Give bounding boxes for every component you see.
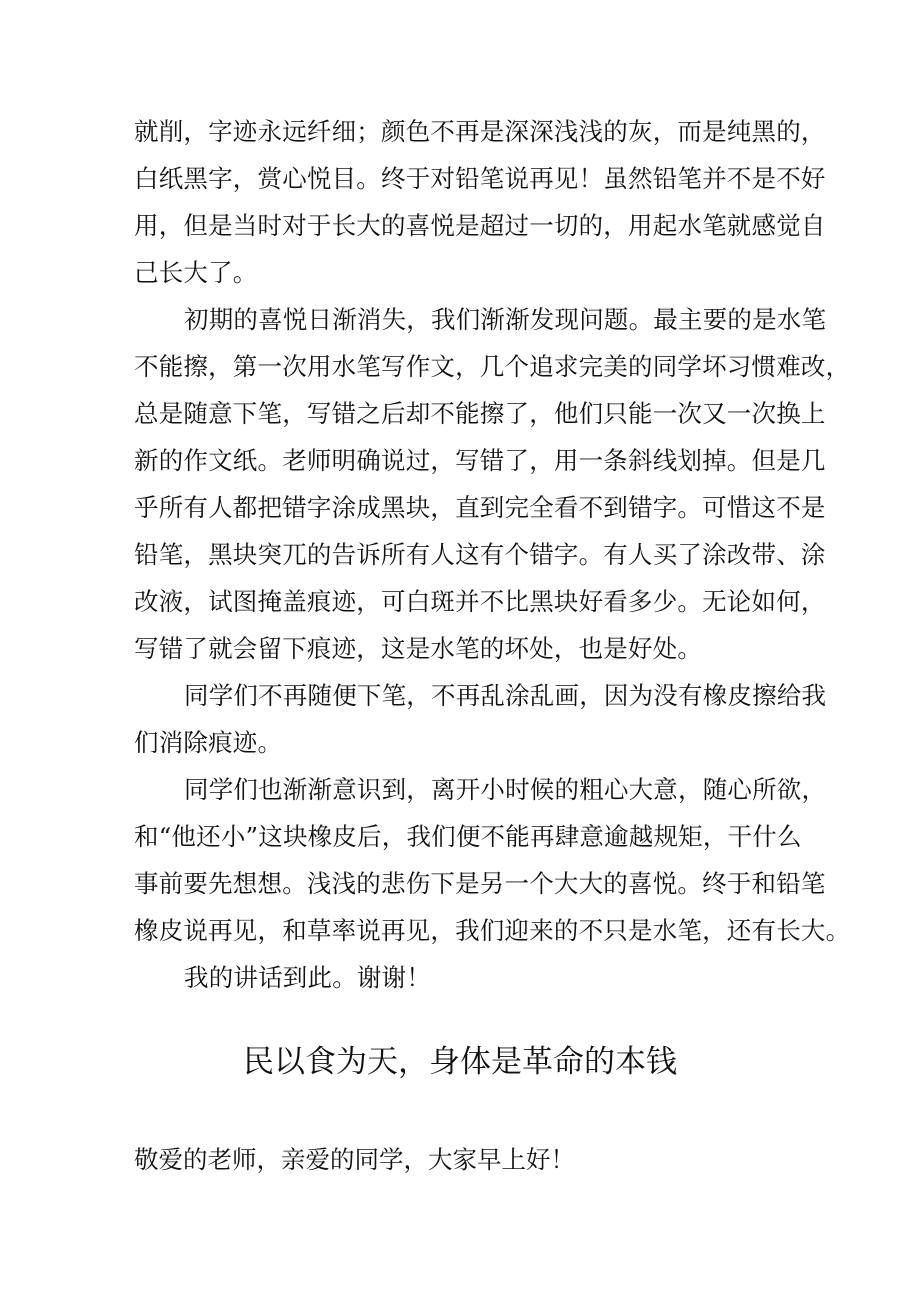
speech-greeting: 敬爱的老师，亲爱的同学，大家早上好！ xyxy=(134,1145,575,1174)
text-line: 用，但是当时对于长大的喜悦是超过一切的，用起水笔就感觉自 xyxy=(134,211,826,240)
text-line: 就削，字迹永远纤细；颜色不再是深深浅浅的灰，而是纯黑的， xyxy=(134,117,826,146)
paragraph-start-line: 初期的喜悦日渐消失，我们渐渐发现问题。最主要的是水笔 xyxy=(184,305,827,334)
paragraph-start-line: 同学们不再随便下笔，不再乱涂乱画，因为没有橡皮擦给我 xyxy=(184,681,827,710)
body-text xyxy=(134,108,851,1001)
text-line: 和“他还小”这块橡皮后，我们便不能再肆意逾越规矩，干什么 xyxy=(134,822,802,851)
text-line: 新的作文纸。老师明确说过，写错了，用一条斜线划掉。但是几 xyxy=(134,446,826,475)
text-line: 写错了就会留下痕迹，这是水笔的坏处，也是好处。 xyxy=(134,634,703,663)
closing-line: 我的讲话到此。谢谢！ xyxy=(184,963,431,992)
text-line: 铅笔，黑块突兀的告诉所有人这有个错字。有人买了涂改带、涂 xyxy=(134,540,826,569)
text-line: 乎所有人都把错字涂成黑块，直到完全看不到错字。可惜这不是 xyxy=(134,493,826,522)
text-line: 橡皮说再见，和草率说再见，我们迎来的不只是水笔，还有长大。 xyxy=(134,916,851,945)
text-line: 己长大了。 xyxy=(134,258,258,287)
text-line: 白纸黑字，赏心悦目。终于对铅笔说再见！虽然铅笔并不是不好 xyxy=(134,164,826,193)
speech-title: 民以食为天，身体是革命的本钱 xyxy=(243,1044,677,1080)
text-line: 事前要先想想。浅浅的悲伤下是另一个大大的喜悦。终于和铅笔 xyxy=(134,869,826,898)
text-line: 总是随意下笔，写错之后却不能擦了，他们只能一次又一次换上 xyxy=(134,399,826,428)
text-line: 们消除痕迹。 xyxy=(134,728,283,757)
text-line: 改液，试图掩盖痕迹，可白斑并不比黑块好看多少。无论如何， xyxy=(134,587,826,616)
paragraph-start-line: 同学们也渐渐意识到，离开小时候的粗心大意，随心所欲， xyxy=(184,775,827,804)
text-line: 不能擦，第一次用水笔写作文，几个追求完美的同学坏习惯难改， xyxy=(134,352,851,381)
